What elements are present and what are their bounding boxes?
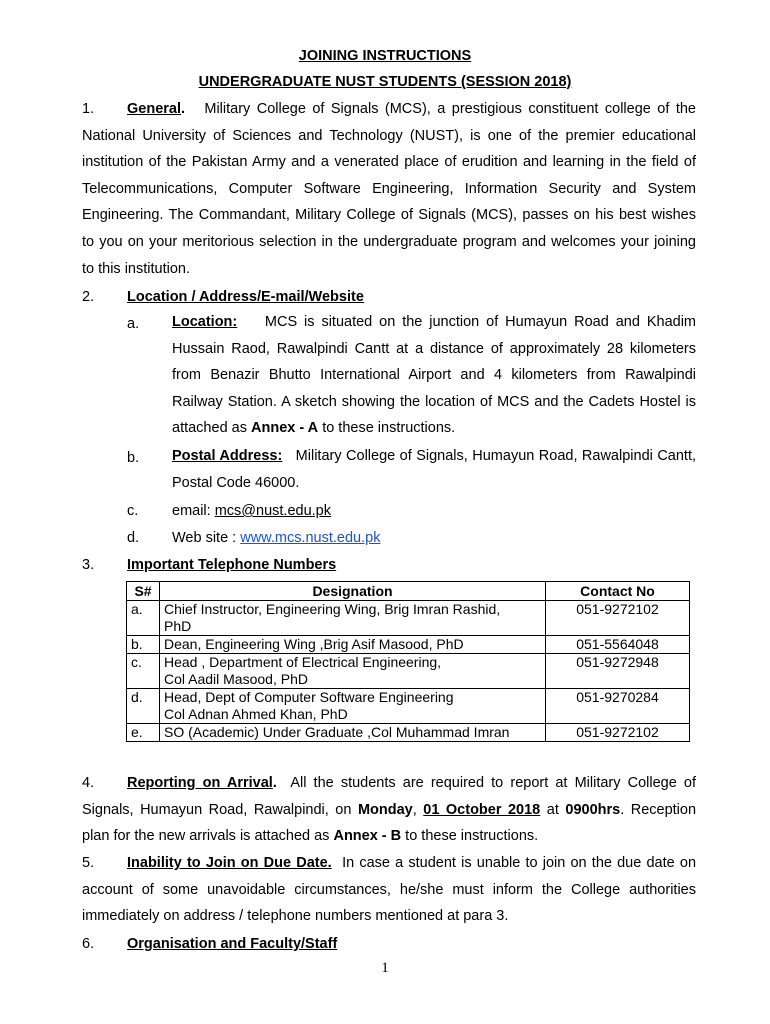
section-title: Important Telephone Numbers — [127, 557, 337, 573]
website-line — [172, 529, 380, 547]
location-text-end: to these instructions. — [322, 420, 456, 437]
header-sn: S# — [127, 582, 160, 601]
row-designation — [160, 636, 546, 654]
section-number: 1. — [82, 101, 95, 117]
header-designation: Designation — [160, 582, 546, 601]
row-designation — [160, 689, 546, 724]
designation-line: Col Aadil Masood, PhD — [164, 671, 308, 687]
website-link[interactable]: www.mcs.nust.edu.pk — [240, 530, 381, 546]
row-contact: 051-9272102 — [546, 601, 690, 636]
table-row — [127, 689, 690, 724]
website-label: Web site : — [172, 530, 241, 546]
title-dot: . — [181, 101, 186, 117]
email-label: email: — [172, 503, 215, 519]
annex-b-reference: Annex - B — [333, 828, 402, 845]
document-title: JOINING INSTRUCTIONS — [298, 48, 472, 64]
telephone-table — [126, 581, 690, 742]
section-title: General — [127, 101, 181, 117]
table-row — [127, 654, 690, 689]
title-dot: . — [272, 775, 277, 791]
table-row — [127, 724, 690, 742]
section-number: 2. — [82, 289, 95, 305]
email-link[interactable]: mcs@nust.edu.pk — [214, 503, 331, 519]
row-sn: c. — [127, 654, 160, 689]
postal-address-label: Postal Address: — [172, 448, 283, 464]
row-sn: a. — [127, 601, 160, 636]
row-contact: 051-9270284 — [546, 689, 690, 724]
section-number: 5. — [82, 855, 95, 871]
section-general — [82, 96, 696, 282]
designation-line: Col Adnan Ahmed Khan, PhD — [164, 706, 348, 722]
table-row — [127, 601, 690, 636]
row-designation — [160, 724, 546, 742]
reporting-comma: , — [412, 801, 417, 818]
email-line — [172, 502, 331, 520]
row-designation — [160, 601, 546, 636]
designation-line: Head, Dept of Computer Software Engineering — [164, 689, 454, 705]
location-paragraph — [172, 309, 696, 442]
section-reporting: 4. Reporting on Arrival. All the students are required to report at Military College of Signals, Humayun Road, Rawalpindi, on Monday, 01 October 2018 at 0900hrs. Reception plan for the new arrivals is attached as Annex - B to these instructions. — [82, 770, 696, 850]
location-label: Location: — [172, 314, 238, 330]
reporting-time: 0900hrs — [565, 801, 621, 818]
section-text: In case a student is unable to join on the due date on account of some unavoidable circumstances, he/she must inform the College authorities immediately on address / telephone numbers mentioned at para 3. — [82, 855, 697, 925]
reporting-day: Monday — [357, 801, 413, 818]
reporting-text: All the students are required to report at Military College of Signals, Humayun Road, Rawalpindi, on — [82, 775, 696, 818]
designation-line: Dean, Engineering Wing ,Brig Asif Masood, PhD — [164, 636, 464, 652]
annex-a-reference: Annex - A — [251, 420, 319, 437]
location-text: MCS is situated on the junction of Humayun Road and Khadim Hussain Raod, Rawalpindi Cantt at a distance of approximately 28 kilometers from Benazir Bhutto International Airport and 4 kilometers from Rawalpindi Railway Station. A sketch showing the location of MCS and the Cadets Hostel is attached as — [172, 314, 696, 437]
row-contact: 051-9272948 — [546, 654, 690, 689]
row-sn: b. — [127, 636, 160, 654]
designation-line: SO (Academic) Under Graduate ,Col Muhammad Imran — [164, 724, 510, 740]
table-row — [127, 636, 690, 654]
item-letter: a. — [127, 316, 140, 332]
row-sn: e. — [127, 724, 160, 742]
row-designation — [160, 654, 546, 689]
section-text: Military College of Signals (MCS), a prestigious constituent college of the National University of Sciences and Technology (NUST), is one of the premier educational institution of the Pakistan Army and a venerated place of erudition and learning in the field of Telecommunications, Computer Software Engineering, Information Security and System Engineering. The Commandant, Military College of Signals (MCS), passes on his best wishes to you on your meritorious selection in the undergraduate program and welcomes your joining to this institution. — [82, 101, 696, 277]
section-title: Location / Address/E-mail/Website — [127, 289, 364, 305]
postal-address-paragraph — [172, 443, 696, 496]
row-sn: d. — [127, 689, 160, 724]
section-title: Reporting on Arrival — [127, 775, 273, 791]
item-letter: b. — [127, 450, 140, 466]
designation-line: Chief Instructor, Engineering Wing, Brig Imran Rashid, — [164, 601, 501, 617]
designation-line: Head , Department of Electrical Engineering, — [164, 654, 442, 670]
row-contact: 051-5564048 — [546, 636, 690, 654]
section-number: 6. — [82, 936, 95, 952]
reception-text-end: to these instructions. — [405, 828, 539, 845]
reporting-at: at — [546, 801, 559, 818]
item-letter: c. — [127, 503, 139, 519]
row-contact: 051-9272102 — [546, 724, 690, 742]
reporting-date: 01 October 2018 — [423, 801, 541, 818]
section-inability — [82, 850, 696, 930]
document-subtitle: UNDERGRADUATE NUST STUDENTS (SESSION 2018) — [198, 74, 572, 90]
postal-address-text: Military College of Signals, Humayun Road, Rawalpindi Cantt, Postal Code 46000. — [172, 448, 697, 491]
item-letter: d. — [127, 530, 140, 546]
header-contact: Contact No — [546, 582, 690, 601]
reception-text: Reception plan for the new arrivals is attached as — [82, 801, 697, 845]
table-header-row — [127, 582, 690, 601]
section-number: 4. — [82, 775, 95, 791]
section-number: 3. — [82, 557, 95, 573]
section-title: Organisation and Faculty/Staff — [127, 936, 338, 952]
section-title: Inability to Join on Due Date. — [127, 855, 332, 871]
designation-line: PhD — [164, 618, 192, 634]
page-number: 1 — [381, 960, 389, 976]
